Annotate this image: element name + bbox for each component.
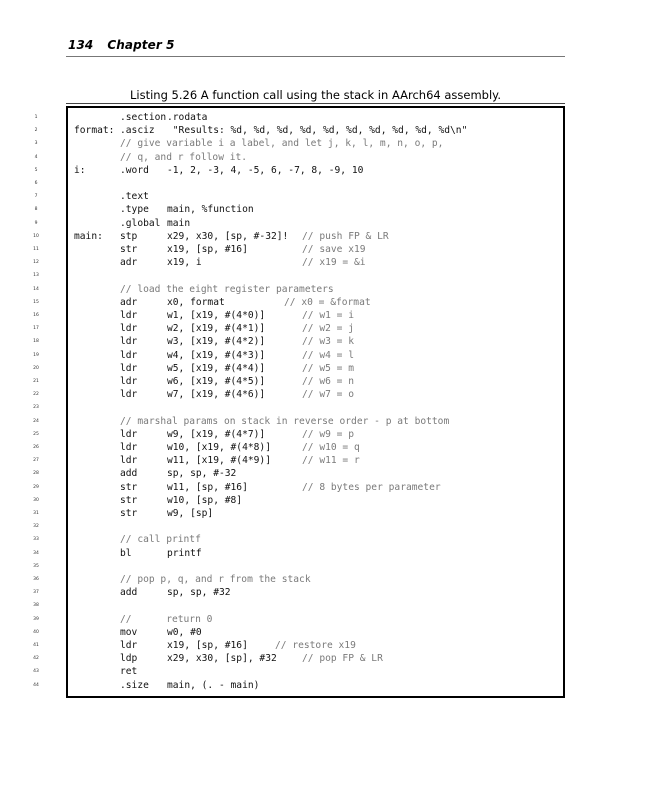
caption-rule [66, 103, 565, 104]
line-number: 27 [33, 458, 39, 464]
code-inst: ldr [120, 310, 138, 321]
code-comment: // push FP & LR [302, 230, 389, 242]
code-inst: ldr [120, 323, 138, 335]
code-comment: // w2 = j [302, 323, 354, 335]
line-number: 10 [33, 233, 39, 239]
code-line [33, 415, 563, 428]
line-number: 29 [33, 484, 39, 490]
code-line [33, 652, 563, 665]
line-number: 6 [34, 181, 38, 186]
code-inst: add [120, 587, 138, 599]
code-line [33, 256, 563, 269]
code-label: main: [74, 230, 103, 242]
line-number: 16 [33, 313, 39, 318]
line-number: 23 [33, 405, 39, 411]
line-number: 25 [33, 431, 39, 437]
line-number: 14 [33, 286, 39, 292]
code-ops: w3, [x19, #(4*2)] [167, 336, 266, 348]
code-comment: // restore x19 [275, 640, 356, 651]
code-inst: str [120, 244, 138, 255]
code-comment: // w6 = n [302, 376, 354, 387]
code-line [33, 547, 563, 560]
line-number: 8 [34, 207, 38, 213]
code-ops: x19, [sp, #16] [167, 640, 248, 651]
code-line [33, 507, 563, 520]
code-ops: sp, sp, #32 [167, 587, 231, 599]
code-line [33, 665, 563, 678]
code-inst: adr [120, 296, 138, 308]
code-line [33, 454, 563, 467]
code-ops: x29, x30, [sp, #-32]! [167, 230, 289, 242]
line-number: 24 [33, 418, 39, 424]
line-number: 18 [33, 339, 39, 345]
code-comment: // pop p, q, and r from the stack [120, 574, 311, 585]
code-line [33, 375, 563, 388]
line-number: 11 [33, 247, 39, 252]
code-comment: // w1 = i [302, 310, 354, 321]
code-ops: w11, [x19, #(4*9)] [167, 455, 271, 467]
code-line [33, 428, 563, 441]
line-number: 40 [33, 629, 39, 635]
code-line [33, 573, 563, 586]
code-line [33, 269, 563, 282]
line-number: 5 [34, 167, 38, 173]
code-inst: str [120, 481, 138, 493]
line-number: 36 [33, 577, 39, 582]
line-number: 28 [33, 471, 39, 477]
code-line [34, 151, 563, 164]
code-line [34, 124, 563, 137]
code-line [34, 203, 563, 216]
code-label: i: [74, 164, 86, 176]
code-comment: // 8 bytes per parameter [302, 481, 441, 493]
code-inst: .type [120, 204, 149, 216]
line-number: 9 [34, 220, 38, 226]
code-inst: .text [120, 191, 149, 203]
code-comment: // w11 = r [302, 455, 360, 467]
page-number: 134 [68, 38, 94, 52]
line-number: 4 [34, 154, 38, 160]
code-line [34, 217, 563, 230]
running-header [68, 38, 175, 52]
line-number: 44 [33, 682, 39, 688]
code-comment: // x0 = &format [284, 296, 371, 308]
line-number: 32 [33, 524, 39, 530]
code-ops: x0, format [167, 296, 225, 308]
line-number: 34 [33, 550, 39, 556]
line-number: 42 [33, 656, 39, 662]
code-ops: w9, [x19, #(4*7)] [167, 428, 266, 440]
code-ops: w7, [x19, #(4*6)] [167, 389, 266, 401]
code-inst: .asciz [120, 125, 155, 137]
line-number: 21 [33, 379, 39, 384]
code-inst: add [120, 468, 138, 480]
code-inst: ldr [120, 389, 138, 401]
code-ops: w11, [sp, #16] [167, 481, 248, 493]
code-inst: ldr [120, 428, 138, 440]
line-number: 26 [33, 445, 39, 450]
code-listing-box [33, 106, 565, 698]
code-line [33, 599, 563, 612]
line-number: 43 [33, 669, 39, 675]
code-inst: ldr [120, 376, 138, 387]
code-ops: sp, sp, #-32 [167, 468, 237, 480]
code-line [33, 362, 563, 375]
code-inst: ret [120, 666, 138, 678]
line-number: 37 [33, 590, 39, 596]
code-ops: w10, [sp, #8] [167, 494, 243, 506]
code-ops: w5, [x19, #(4*4)] [167, 362, 266, 374]
line-number: 22 [33, 392, 39, 398]
code-ops: w4, [x19, #(4*3)] [167, 349, 266, 361]
code-ops: x29, x30, [sp], #32 [167, 653, 277, 665]
code-inst: .size [120, 679, 149, 691]
code-comment: // pop FP & LR [302, 653, 383, 665]
chapter-title: Chapter 5 [107, 38, 175, 52]
code-comment: // w9 = p [302, 428, 354, 440]
code-line [34, 164, 563, 177]
line-number: 1 [34, 115, 38, 120]
code-line [33, 560, 563, 573]
code-inst: str [120, 508, 138, 519]
code-comment: // w7 = o [302, 389, 354, 401]
code-line [33, 613, 563, 626]
line-number: 41 [33, 643, 39, 648]
line-number: 19 [33, 352, 39, 358]
code-line [33, 586, 563, 599]
code-line [33, 467, 563, 480]
code-line [33, 481, 563, 494]
line-number: 33 [33, 537, 39, 543]
code-comment: // save x19 [302, 244, 366, 255]
code-comment: // give variable i a label, and let j, k, l, m, n, o, p, [120, 138, 444, 150]
code-inst: stp [120, 230, 138, 242]
code-line [34, 177, 563, 190]
code-line [34, 137, 563, 150]
code-line [33, 283, 563, 296]
line-number: 30 [33, 497, 39, 503]
code-line [33, 533, 563, 546]
code-comment: // w10 = q [302, 442, 360, 453]
line-number: 35 [33, 563, 39, 569]
header-rule [66, 56, 565, 57]
code-line [33, 679, 563, 692]
code-line [33, 349, 563, 362]
code-inst: ldr [120, 640, 138, 651]
code-inst: mov [120, 626, 138, 638]
line-number: 12 [33, 260, 39, 266]
code-line [33, 230, 563, 243]
code-inst: ldr [120, 455, 138, 467]
code-line [33, 322, 563, 335]
code-inst: ldr [120, 349, 138, 361]
code-comment: // w4 = l [302, 349, 354, 361]
code-ops: printf [167, 547, 202, 559]
code-ops: w0, #0 [167, 626, 202, 638]
code-ops: x19, i [167, 257, 202, 269]
code-comment: // q, and r follow it. [120, 151, 248, 163]
code-ops: "Results: %d, %d, %d, %d, %d, %d, %d, %d, %d, %d\n" [167, 125, 468, 137]
code-line [33, 626, 563, 639]
code-inst: .global [120, 217, 161, 229]
code-ops: .rodata [167, 112, 208, 123]
code-ops: main, %function [167, 204, 254, 216]
line-number: 31 [33, 511, 39, 516]
code-line [33, 441, 563, 454]
code-line [33, 520, 563, 533]
code-line [33, 296, 563, 309]
line-number: 3 [34, 141, 38, 147]
code-line [33, 401, 563, 414]
code-ops: -1, 2, -3, 4, -5, 6, -7, 8, -9, 10 [167, 164, 364, 176]
line-number: 7 [34, 194, 38, 200]
code-comment: // load the eight register parameters [120, 283, 334, 295]
code-line [33, 309, 563, 322]
listing-caption: Listing 5.26 A function call using the stack in AArch64 assembly. [130, 88, 501, 102]
line-number: 17 [33, 326, 39, 332]
code-ops: w10, [x19, #(4*8)] [167, 442, 271, 453]
code-line [34, 111, 563, 124]
code-comment: // return 0 [120, 613, 213, 625]
code-ops: main, (. - main) [167, 679, 260, 691]
code-inst: ldr [120, 442, 138, 453]
code-ops: w2, [x19, #(4*1)] [167, 323, 266, 335]
code-inst: adr [120, 257, 138, 269]
code-ops: w6, [x19, #(4*5)] [167, 376, 266, 387]
code-comment: // w3 = k [302, 336, 354, 348]
code-line [33, 494, 563, 507]
code-comment: // w5 = m [302, 362, 354, 374]
line-number: 39 [33, 616, 39, 622]
code-inst: .word [120, 164, 149, 176]
line-number: 13 [33, 273, 39, 279]
code-line [33, 639, 563, 652]
code-line [33, 335, 563, 348]
code-ops: w9, [sp] [167, 508, 214, 519]
line-number: 38 [33, 603, 39, 609]
code-comment: // x19 = &i [302, 257, 366, 269]
line-number: 20 [33, 365, 39, 371]
code-inst: .section [120, 112, 167, 123]
code-inst: ldr [120, 336, 138, 348]
code-comment: // call printf [120, 534, 201, 546]
code-label: format: [74, 125, 115, 137]
line-number: 15 [33, 299, 39, 305]
code-comment: // marshal params on stack in reverse order - p at bottom [120, 415, 450, 427]
code-inst: str [120, 494, 138, 506]
code-line [33, 388, 563, 401]
code-line [34, 190, 563, 203]
code-ops: main [167, 217, 191, 229]
code-line [33, 243, 563, 256]
line-number: 2 [34, 128, 38, 134]
code-inst: ldp [120, 653, 138, 665]
code-inst: bl [120, 547, 132, 559]
code-ops: x19, [sp, #16] [167, 244, 248, 255]
code-inst: ldr [120, 362, 138, 374]
code-ops: w1, [x19, #(4*0)] [167, 310, 266, 321]
